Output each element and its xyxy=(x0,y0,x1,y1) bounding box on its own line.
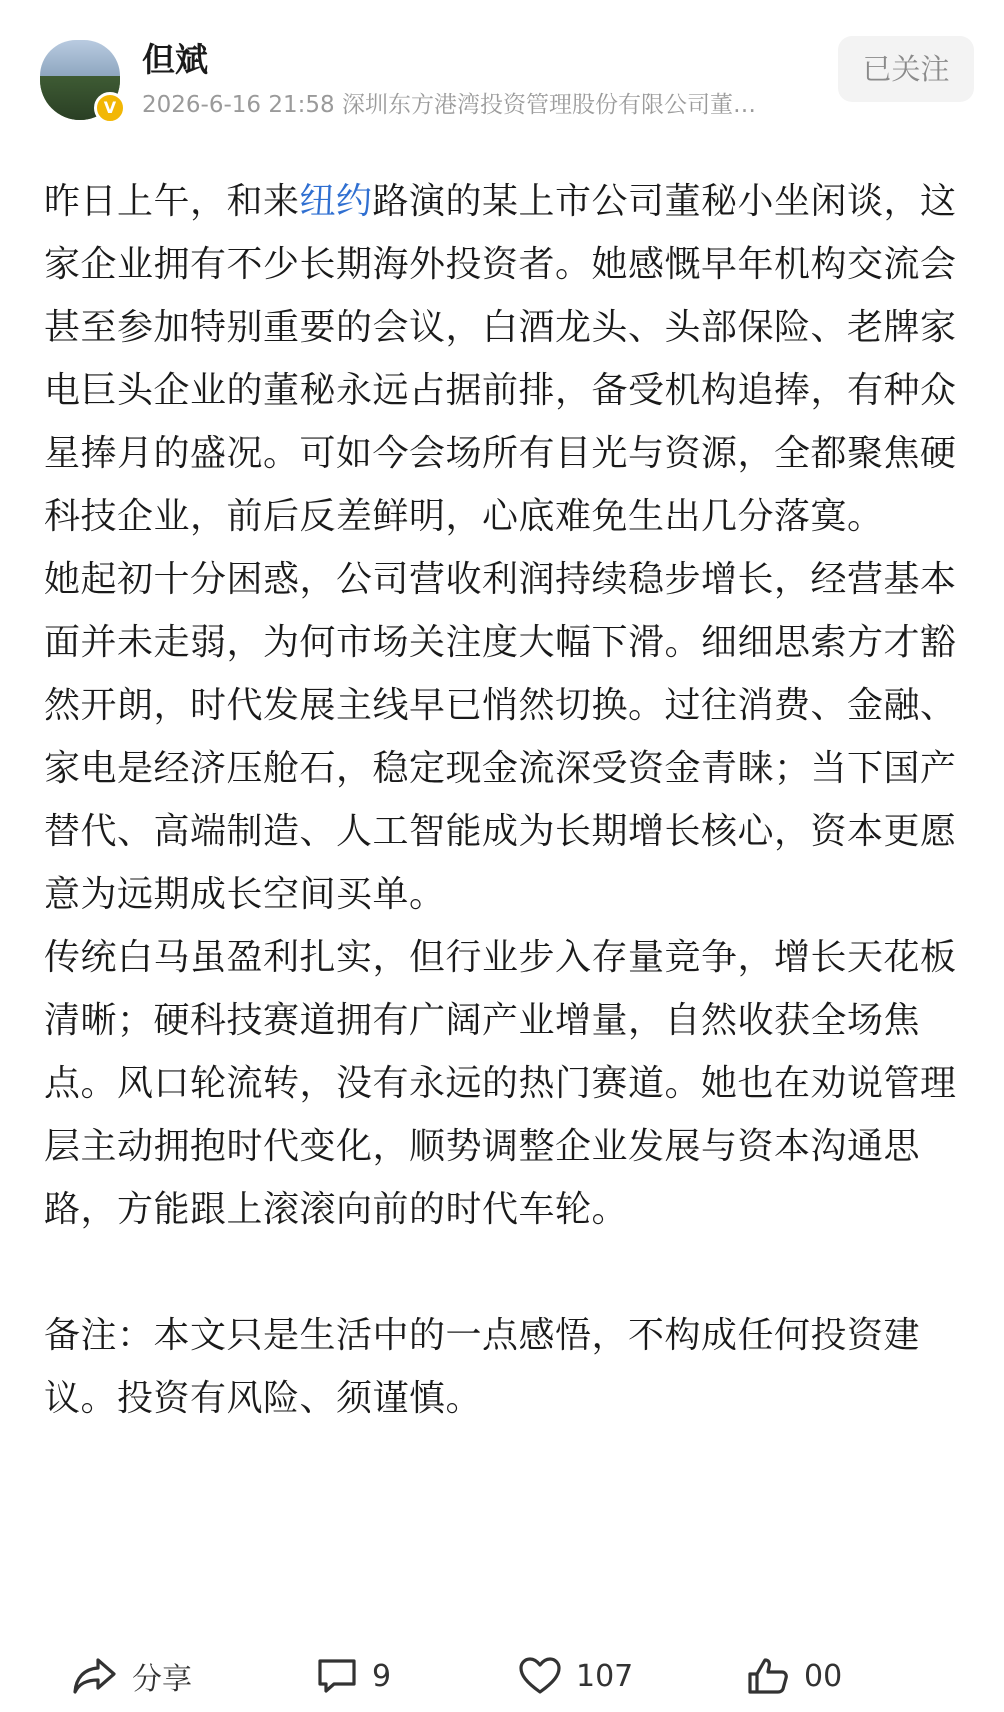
comment-icon xyxy=(316,1656,358,1696)
paragraph-spacer xyxy=(44,1241,964,1304)
author-name[interactable]: 但斌 xyxy=(142,40,208,79)
like-button[interactable] xyxy=(518,1640,633,1712)
share-label: 分享 xyxy=(132,1662,192,1697)
paragraph-3: 传统白马虽盈利扎实，但行业步入存量竞争，增长天花板清晰；硬科技赛道拥有广阔产业增量，自然收获全场焦点。风口轮流转，没有永远的热门赛道。她也在劝说管理层主动拥抱时代变化，顺势调整企业发展与资本沟通思路，方能跟上滚滚向前的时代车轮。 xyxy=(44,937,957,1230)
avatar[interactable] xyxy=(40,40,120,120)
heart-icon xyxy=(518,1656,562,1696)
topic-link-newyork[interactable]: 纽约 xyxy=(299,181,373,222)
share-button[interactable] xyxy=(72,1640,192,1712)
reward-button[interactable] xyxy=(746,1640,842,1712)
like-count: 107 xyxy=(576,1658,634,1694)
post-meta xyxy=(142,90,822,120)
thumbs-up-icon xyxy=(746,1656,790,1696)
post-source: 深圳东方港湾投资管理股份有限公司董… xyxy=(341,92,756,118)
paragraph-1 xyxy=(44,170,964,548)
paragraph-1-rest: 路演的某上市公司董秘小坐闲谈，这家企业拥有不少长期海外投资者。她感慨早年机构交流会甚至参加特别重要的会议，白酒龙头、头部保险、老牌家电巨头企业的董秘永远占据前排，备受机构追捧，有种众星捧月的盛况。可如今会场所有目光与资源，全都聚焦硬科技企业，前后反差鲜明，心底难免生出几分落寞。 xyxy=(44,181,957,537)
post-header xyxy=(0,0,1004,130)
avatar-image-sky xyxy=(40,40,120,76)
share-icon xyxy=(72,1656,118,1696)
verified-badge-icon: V xyxy=(94,92,126,124)
reward-label: 00 xyxy=(804,1658,843,1694)
paragraph-1-start: 昨日上午，和来 xyxy=(44,181,300,222)
disclaimer: 备注：本文只是生活中的一点感悟，不构成任何投资建议。投资有风险、须谨慎。 xyxy=(44,1315,921,1419)
paragraph-2: 她起初十分困惑，公司营收利润持续稳步增长，经营基本面并未走弱，为何市场关注度大幅下滑。细细思索方才豁然开朗，时代发展主线早已悄然切换。过往消费、金融、家电是经济压舱石，稳定现金流深受资金青睐；当下国产替代、高端制造、人工智能成为长期增长核心，资本更愿意为远期成长空间买单。 xyxy=(44,559,957,915)
post-datetime: 2026-6-16 21:58 xyxy=(142,92,335,118)
action-bar xyxy=(0,1640,1004,1712)
post-body xyxy=(44,170,964,1430)
follow-button[interactable]: 已关注 xyxy=(838,36,974,102)
comment-button[interactable] xyxy=(316,1640,391,1712)
comment-count: 9 xyxy=(372,1658,392,1694)
